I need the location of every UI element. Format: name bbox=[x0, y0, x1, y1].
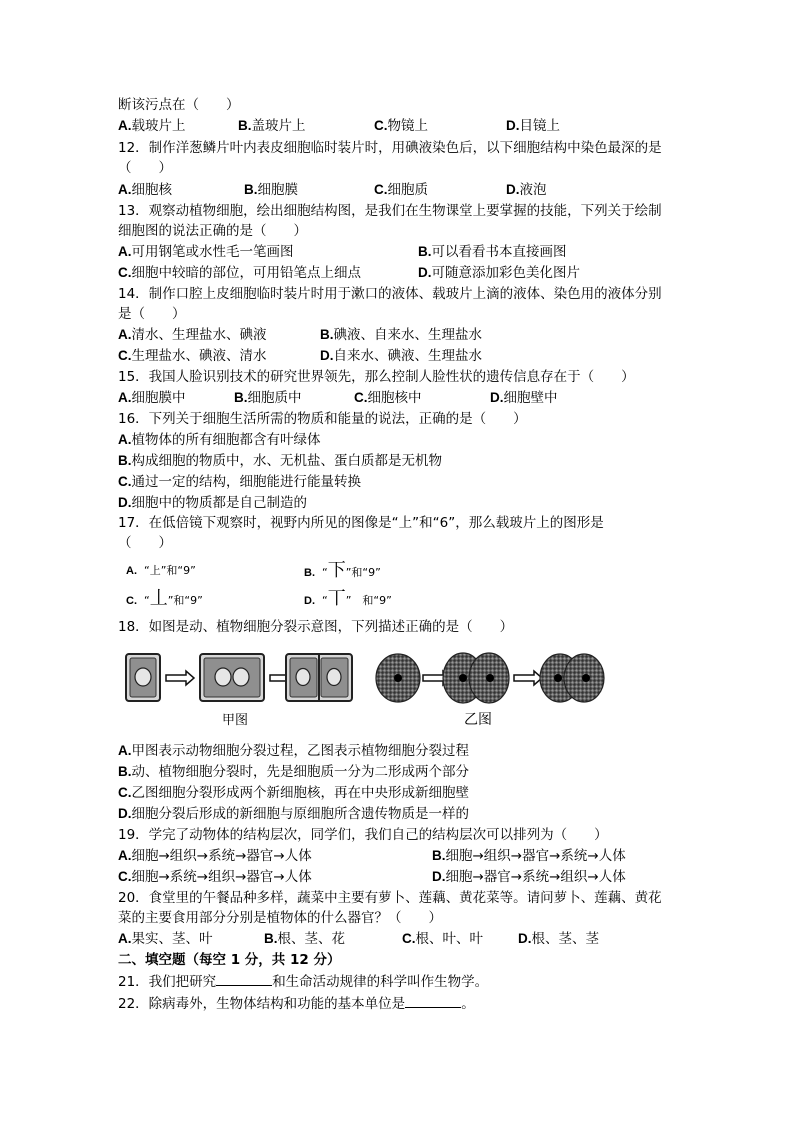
q17-option-b: B. “下”和“9” bbox=[304, 560, 381, 581]
yi-cell-1 bbox=[376, 654, 420, 702]
q20-option-c: C.根、叶、叶 bbox=[402, 931, 483, 947]
q14-option-d: D.自来水、碘液、生理盐水 bbox=[320, 348, 482, 364]
q12-stem-line2: （ ） bbox=[118, 160, 172, 176]
yi-cell-3 bbox=[540, 654, 604, 702]
q16-option-d: D.细胞中的物质都是自己制造的 bbox=[118, 495, 307, 511]
section2-heading: 二、填空题（每空 1 分，共 12 分） bbox=[118, 952, 341, 968]
q12-option-d: D.液泡 bbox=[506, 182, 547, 198]
q11-option-c: C.物镜上 bbox=[374, 118, 428, 134]
yi-label: 乙图 bbox=[464, 712, 492, 728]
q17-option-d: D. “丅” 和“9” bbox=[304, 588, 392, 609]
arrow-4 bbox=[514, 671, 542, 685]
q19-option-a: A.细胞→组织→系统→器官→人体 bbox=[118, 848, 312, 864]
q17-stem-line2: （ ） bbox=[118, 535, 172, 551]
q14-option-a: A.清水、生理盐水、碘液 bbox=[118, 327, 267, 343]
q22-blank[interactable] bbox=[405, 993, 461, 1008]
q13-option-c: C.细胞中较暗的部位，可用铅笔点上细点 bbox=[118, 265, 361, 281]
q18-option-b: B.动、植物细胞分裂时，先是细胞质一分为二形成两个部分 bbox=[118, 764, 469, 780]
q12-option-c: C.细胞质 bbox=[374, 182, 428, 198]
q19-stem: 19．学完了动物体的结构层次，同学们，我们自己的结构层次可以排列为（ ） bbox=[118, 827, 608, 843]
yi-cell-2 bbox=[443, 653, 509, 703]
q13-stem-line2: 细胞图的说法正确的是（ ） bbox=[118, 223, 307, 239]
q19-option-c: C.细胞→系统→组织→器官→人体 bbox=[118, 869, 312, 885]
jia-label: 甲图 bbox=[222, 713, 249, 728]
q18-option-c: C.乙图细胞分裂形成两个新细胞核，再在中央形成新细胞壁 bbox=[118, 785, 469, 801]
q22-line: 22．除病毒外，生物体结构和功能的基本单位是 。 bbox=[118, 993, 475, 1014]
q20-option-a: A.果实、茎、叶 bbox=[118, 931, 213, 947]
arrow-1 bbox=[166, 671, 194, 685]
q17-option-a: A. “上”和“9” bbox=[126, 564, 196, 577]
q14-stem-line1: 14．制作口腔上皮细胞临时装片时用于漱口的液体、载玻片上滴的液体、染色用的液体分别 bbox=[118, 286, 662, 302]
q20-stem-line1: 20．食堂里的午餐品种多样，蔬菜中主要有萝卜、莲藕、黄花菜等。请问萝卜、莲藕、黄花 bbox=[118, 890, 662, 906]
q18-option-d: D.细胞分裂后形成的新细胞与原细胞所含遗传物质是一样的 bbox=[118, 806, 469, 822]
q20-option-b: B.根、茎、花 bbox=[264, 931, 345, 947]
q13-option-a: A.可用钢笔或水性毛一笔画图 bbox=[118, 244, 294, 260]
q17-option-c: C. “丄”和“9” bbox=[126, 588, 203, 609]
q14-option-b: B.碘液、自来水、生理盐水 bbox=[320, 327, 482, 343]
q13-stem-line1: 13．观察动植物细胞，绘出细胞结构图，是我们在生物课堂上要掌握的技能，下列关于绘制 bbox=[118, 203, 662, 219]
q12-option-b: B.细胞膜 bbox=[244, 182, 298, 198]
q13-option-b: B.可以看看书本直接画图 bbox=[418, 244, 567, 260]
q20-option-d: D.根、茎、茎 bbox=[518, 931, 599, 947]
q11-option-b: B.盖玻片上 bbox=[238, 118, 306, 134]
q16-stem: 16．下列关于细胞生活所需的物质和能量的说法，正确的是（ ） bbox=[118, 411, 527, 427]
q15-option-a: A.细胞膜中 bbox=[118, 390, 186, 406]
q11-option-a: A.载玻片上 bbox=[118, 118, 186, 134]
q17-glyph-c: 丄 bbox=[149, 588, 168, 609]
q11-option-d: D.目镜上 bbox=[506, 118, 560, 134]
q19-option-d: D.细胞→器官→系统→组织→人体 bbox=[432, 869, 626, 885]
q19-option-b: B.细胞→组织→器官→系统→人体 bbox=[432, 848, 626, 864]
q21-blank[interactable] bbox=[216, 971, 272, 986]
q17-glyph-d: 丅 bbox=[327, 588, 346, 609]
jia-cell-1 bbox=[126, 654, 160, 701]
jia-cell-2 bbox=[200, 654, 264, 701]
jia-cell-3 bbox=[286, 654, 352, 701]
q15-option-d: D.细胞壁中 bbox=[490, 390, 558, 406]
q12-stem-line1: 12．制作洋葱鳞片叶内表皮细胞临时装片时，用碘液染色后，以下细胞结构中染色最深的是 bbox=[118, 140, 662, 156]
q15-option-b: B.细胞质中 bbox=[234, 390, 302, 406]
q20-stem-line2: 菜的主要食用部分分别是植物体的什么器官？（ ） bbox=[118, 910, 442, 926]
q15-stem: 15．我国人脸识别技术的研究世界领先，那么控制人脸性状的遗传信息存在于（ ） bbox=[118, 369, 635, 385]
q18-stem: 18．如图是动、植物细胞分裂示意图，下列描述正确的是（ ） bbox=[118, 619, 514, 635]
q18-cell-division-figure bbox=[118, 644, 618, 732]
q16-option-a: A.植物体的所有细胞都含有叶绿体 bbox=[118, 432, 321, 448]
q18-option-a: A.甲图表示动物细胞分裂过程，乙图表示植物细胞分裂过程 bbox=[118, 743, 469, 759]
q14-option-c: C.生理盐水、碘液、清水 bbox=[118, 348, 267, 364]
q16-option-b: B.构成细胞的物质中，水、无机盐、蛋白质都是无机物 bbox=[118, 453, 442, 469]
q16-option-c: C.通过一定的结构，细胞能进行能量转换 bbox=[118, 474, 361, 490]
q12-option-a: A.细胞核 bbox=[118, 182, 172, 198]
q14-stem-line2: 是（ ） bbox=[118, 306, 186, 322]
q17-glyph-b: 下 bbox=[327, 560, 346, 581]
q17-stem-line1: 17．在低倍镜下观察时，视野内所见的图像是“上”和“6”，那么载玻片上的图形是 bbox=[118, 515, 604, 531]
q13-option-d: D.可随意添加彩色美化图片 bbox=[418, 265, 580, 281]
q21-line: 21．我们把研究 和生命活动规律的科学叫作生物学。 bbox=[118, 971, 488, 992]
q11-stem: 断该污点在（ ） bbox=[118, 97, 240, 113]
q15-option-c: C.细胞核中 bbox=[354, 390, 422, 406]
